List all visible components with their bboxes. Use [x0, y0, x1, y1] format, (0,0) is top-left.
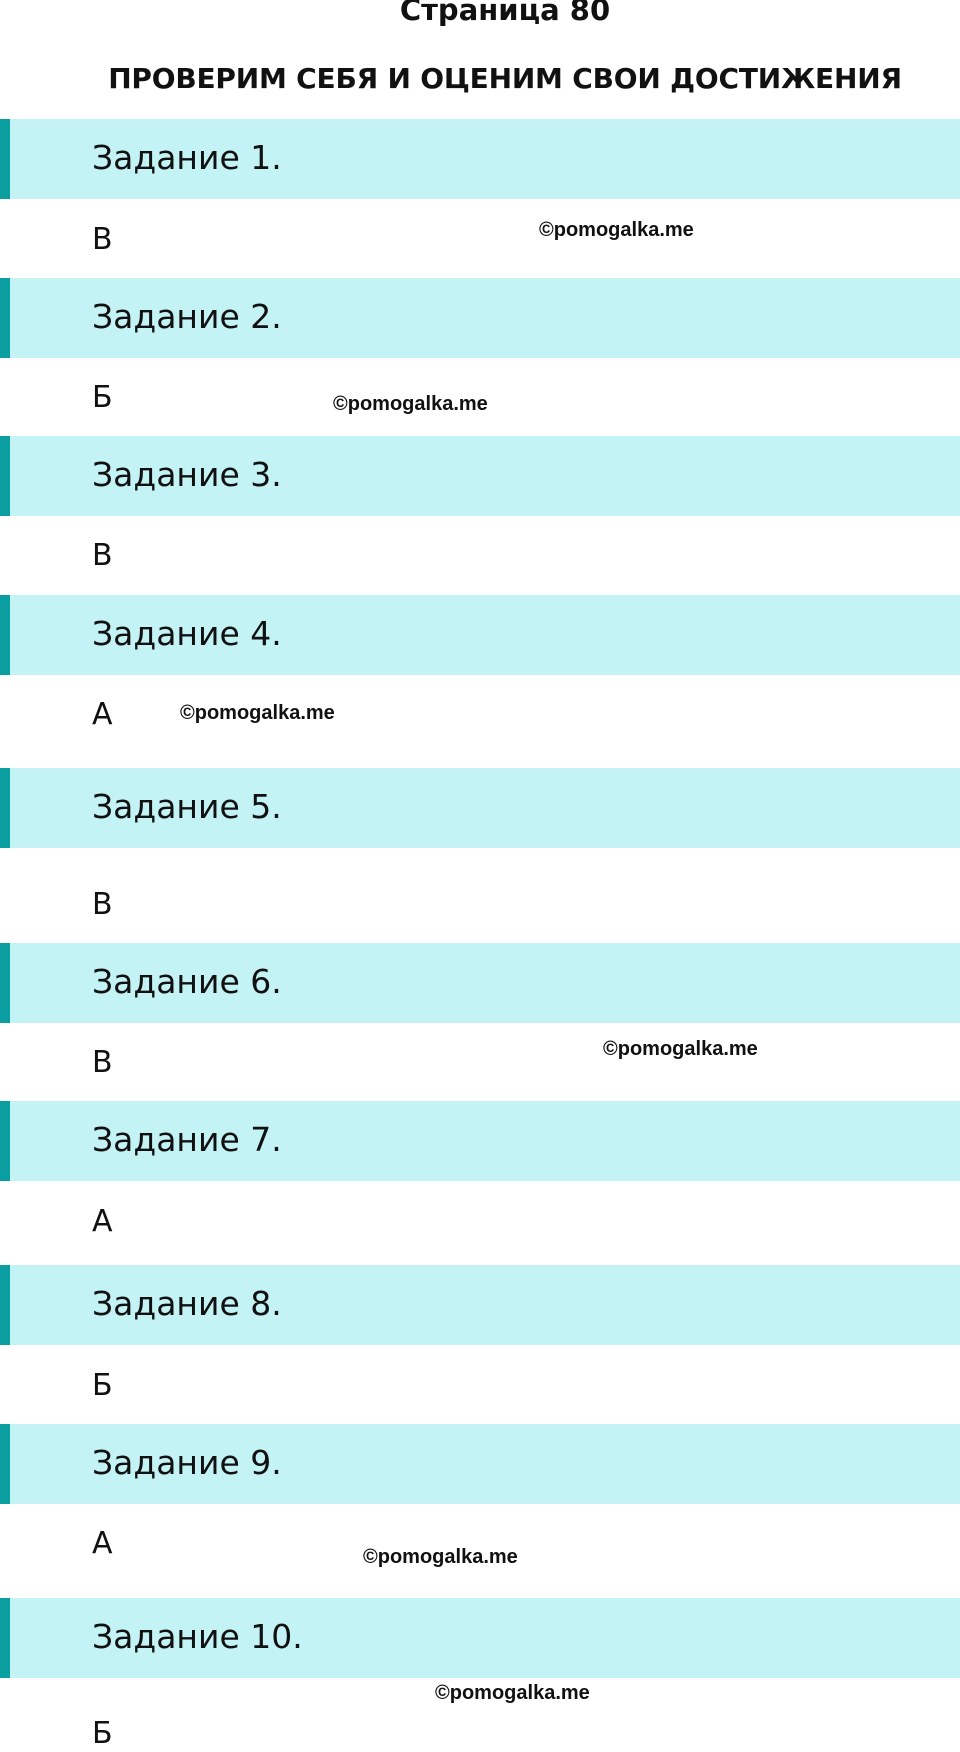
task-header [0, 119, 960, 199]
task-header [0, 278, 960, 358]
watermark: ©pomogalka.me [539, 219, 694, 241]
task-label: Задание 10. [92, 1617, 303, 1656]
watermark: ©pomogalka.me [333, 393, 488, 415]
task-header [0, 595, 960, 675]
task-header [0, 768, 960, 848]
task-header [0, 436, 960, 516]
task-answer: В [92, 222, 113, 257]
task-label: Задание 5. [92, 787, 282, 826]
task-header [0, 1598, 960, 1678]
task-label: Задание 4. [92, 614, 282, 653]
task-label: Задание 7. [92, 1120, 282, 1159]
watermark: ©pomogalka.me [435, 1682, 590, 1704]
task-answer: А [92, 697, 113, 732]
task-label: Задание 2. [92, 297, 282, 336]
task-label: Задание 3. [92, 455, 282, 494]
task-answer: В [92, 1045, 113, 1080]
section-title: ПРОВЕРИМ СЕБЯ И ОЦЕНИМ СВОИ ДОСТИЖЕНИЯ [108, 62, 902, 95]
task-answer: В [92, 887, 113, 922]
task-header [0, 1101, 960, 1181]
task-header [0, 1424, 960, 1504]
watermark: ©pomogalka.me [603, 1038, 758, 1060]
task-answer: Б [92, 1368, 113, 1403]
task-label: Задание 1. [92, 138, 282, 177]
page-title: Страница 80 [399, 0, 611, 27]
task-answer: Б [92, 380, 113, 415]
task-answer: В [92, 538, 113, 573]
watermark: ©pomogalka.me [180, 702, 335, 724]
task-answer: А [92, 1526, 113, 1561]
task-label: Задание 9. [92, 1443, 282, 1482]
task-answer: А [92, 1204, 113, 1239]
task-label: Задание 6. [92, 962, 282, 1001]
task-header [0, 943, 960, 1023]
task-header [0, 1265, 960, 1345]
task-label: Задание 8. [92, 1284, 282, 1323]
watermark: ©pomogalka.me [363, 1546, 518, 1568]
task-answer: Б [92, 1716, 113, 1751]
